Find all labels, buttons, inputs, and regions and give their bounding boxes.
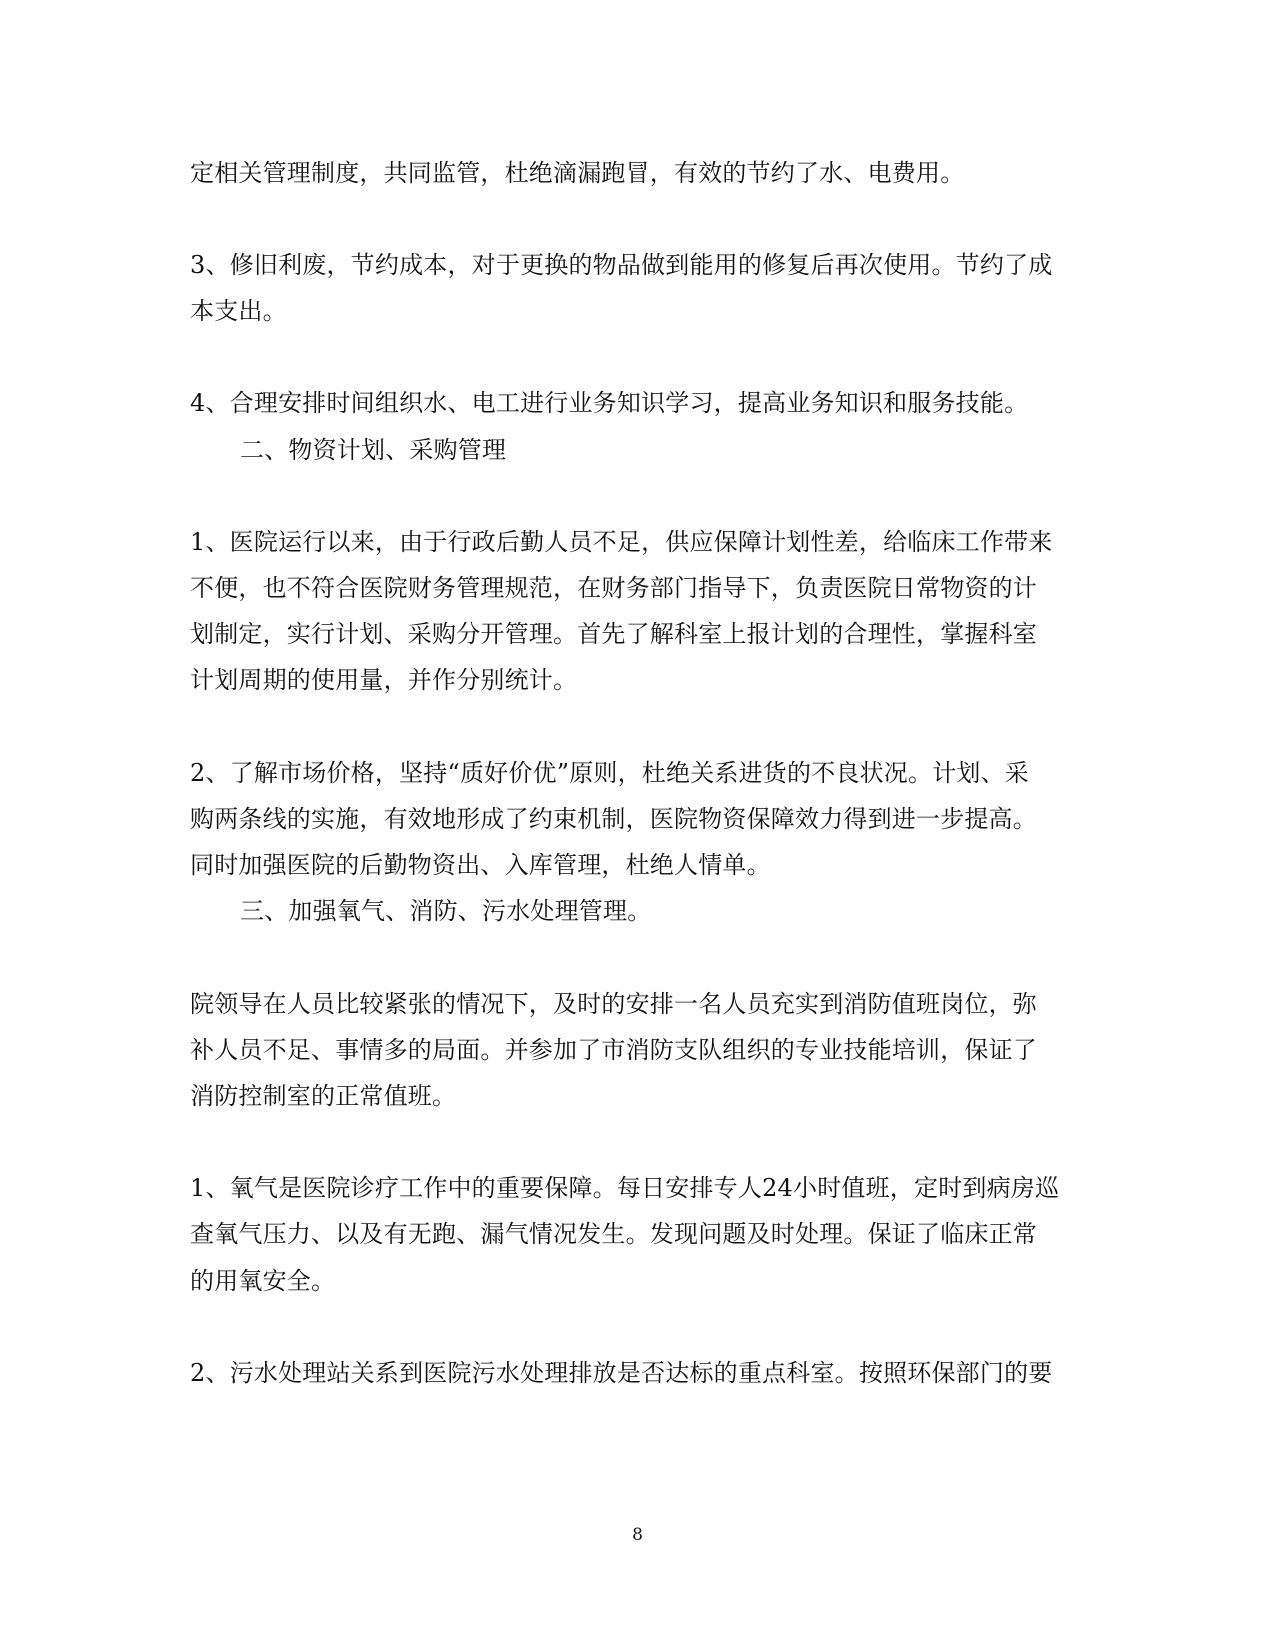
paragraph-line: 3、修旧利废，节约成本，对于更换的物品做到能用的修复后再次使用。节约了成 [190,251,1053,279]
section-heading: 三、加强氧气、消防、污水处理管理。 [240,897,652,925]
paragraph-line: 1、医院运行以来，由于行政后勤人员不足，供应保障计划性差，给临床工作带来 [190,528,1053,556]
paragraph-line: 计划周期的使用量，并作分别统计。 [190,666,578,694]
paragraph-line: 补人员不足、事情多的局面。并参加了市消防支队组织的专业技能培训，保证了 [190,1036,1037,1064]
paragraph-line: 不便，也不符合医院财务管理规范，在财务部门指导下，负责医院日常物资的计 [190,574,1037,602]
paragraph-line: 的用氧安全。 [190,1267,336,1295]
section-heading: 二、物资计划、采购管理 [240,436,507,464]
paragraph-line: 4、合理安排时间组织水、电工进行业务知识学习，提高业务知识和服务技能。 [190,389,1029,417]
paragraph-line: 查氧气压力、以及有无跑、漏气情况发生。发现问题及时处理。保证了临床正常 [190,1220,1037,1248]
paragraph-line: 2、污水处理站关系到医院污水处理排放是否达标的重点科室。按照环保部门的要 [190,1359,1053,1387]
paragraph-line: 消防控制室的正常值班。 [190,1082,457,1110]
paragraph-line: 划制定，实行计划、采购分开管理。首先了解科室上报计划的合理性，掌握科室 [190,620,1037,648]
paragraph-line: 同时加强医院的后勤物资出、入库管理，杜绝人情单。 [190,851,771,879]
paragraph-line: 院领导在人员比较紧张的情况下，及时的安排一名人员充实到消防值班岗位，弥 [190,990,1037,1018]
paragraph-line: 购两条线的实施，有效地形成了约束机制，医院物资保障效力得到进一步提高。 [190,805,1037,833]
paragraph-line: 本支出。 [190,297,287,325]
paragraph-line: 1、氧气是医院诊疗工作中的重要保障。每日安排专人24小时值班，定时到病房巡 [190,1174,1060,1202]
paragraph-line: 2、了解市场价格，坚持“质好价优”原则，杜绝关系进货的不良状况。计划、采 [190,759,1030,787]
page-number: 8 [632,1525,643,1545]
paragraph-line: 定相关管理制度，共同监管，杜绝滴漏跑冒，有效的节约了水、电费用。 [190,159,965,187]
